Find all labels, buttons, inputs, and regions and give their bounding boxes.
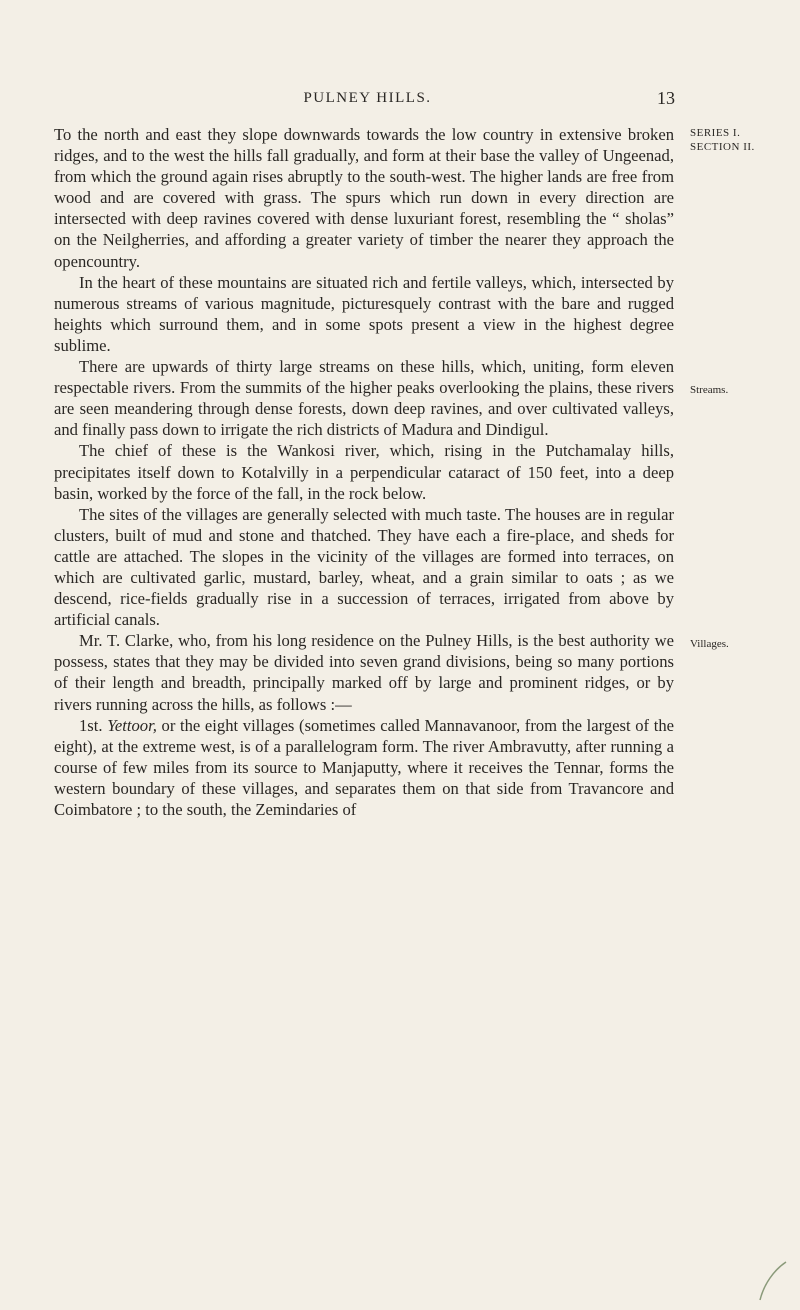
page-header bbox=[60, 90, 675, 114]
page-corner-mark bbox=[756, 1260, 788, 1302]
margin-note-section: SECTION II. bbox=[690, 141, 755, 153]
margin-note-series: SERIES I. bbox=[690, 127, 741, 139]
paragraph-yettoor bbox=[54, 715, 674, 820]
paragraph-sholas: To the north and east they slope downwards towards the low country in extensive broken ridges, and to the west the hills fall gradually, and form at their base the valley of Ungeenad, from which the ground again rises abruptly to the south-west. The higher lands are free from wood and are covered with grass. The spurs which run down in every direction are intersected with deep ravines covered with dense luxuriant forest, resembling the “ sholas” on the Neilgherries, and affording a greater variety of timber the nearer they approach the opencountry. bbox=[54, 125, 674, 271]
division-number: 1st. bbox=[79, 715, 103, 735]
body-text bbox=[54, 124, 674, 820]
page-number: 13 bbox=[657, 88, 675, 108]
paragraph-divisions: Mr. T. Clarke, who, from his long residence on the Pulney Hills, is the best authority we possess, states that they may be divided into seven grand divisions, being so many portions of their length and breadth, principally marked off by large and prominent ridges, or by rivers running across the hills, as follows :— bbox=[54, 631, 674, 714]
division-description: or the eight villages (sometimes called Mannavanoor, from the largest of the eight), at the extreme west, is of a parallelogram form. The river Ambravutty, after running a course of few miles from its source to Manjaputty, where it receives the Tennar, forms the western boundary of these villages, and separates them on that side from Travancore and Coimbatore ; to the south, the Zemindaries of bbox=[54, 715, 674, 819]
running-head: PULNEY HILLS. bbox=[303, 90, 432, 106]
margin-note-streams: Streams. bbox=[690, 384, 729, 396]
paragraph-streams: There are upwards of thirty large streams on these hills, which, uniting, form eleven respectable rivers. From the summits of the higher peaks overlooking the plains, these rivers are seen meandering through dense forests, down deep ravines, and over cultivated valleys, and finally pass down to irrigate the rich districts of Madura and Dindigul. bbox=[54, 357, 674, 440]
paragraph-villages: The sites of the villages are generally selected with much taste. The houses are in regular clusters, built of mud and stone and thatched. They have each a fire-place, and sheds for cattle are attached. The slopes in the vicinity of the villages are formed into terraces, on which are cultivated garlic, mustard, barley, wheat, and a grain similar to oats ; as we descend, rice-fields gradually rise in a succession of terraces, irrigated from above by artificial canals. bbox=[54, 504, 674, 630]
paragraph-valleys: In the heart of these mountains are situated rich and fertile valleys, which, intersected by numerous streams of various magnitude, picturesquely contrast with the bare and rugged heights which surround them, and in some spots present a view in the highest degree sublime. bbox=[54, 272, 674, 355]
paragraph-wankosi: The chief of these is the Wankosi river, which, rising in the Putchamalay hills, precipitates itself down to Kotalvilly in a perpendicular cataract of 150 feet, into a deep basin, worked by the force of the fall, in the rock below. bbox=[54, 441, 674, 503]
margin-note-villages: Villages. bbox=[690, 638, 729, 650]
division-name: Yettoor, bbox=[107, 715, 157, 735]
